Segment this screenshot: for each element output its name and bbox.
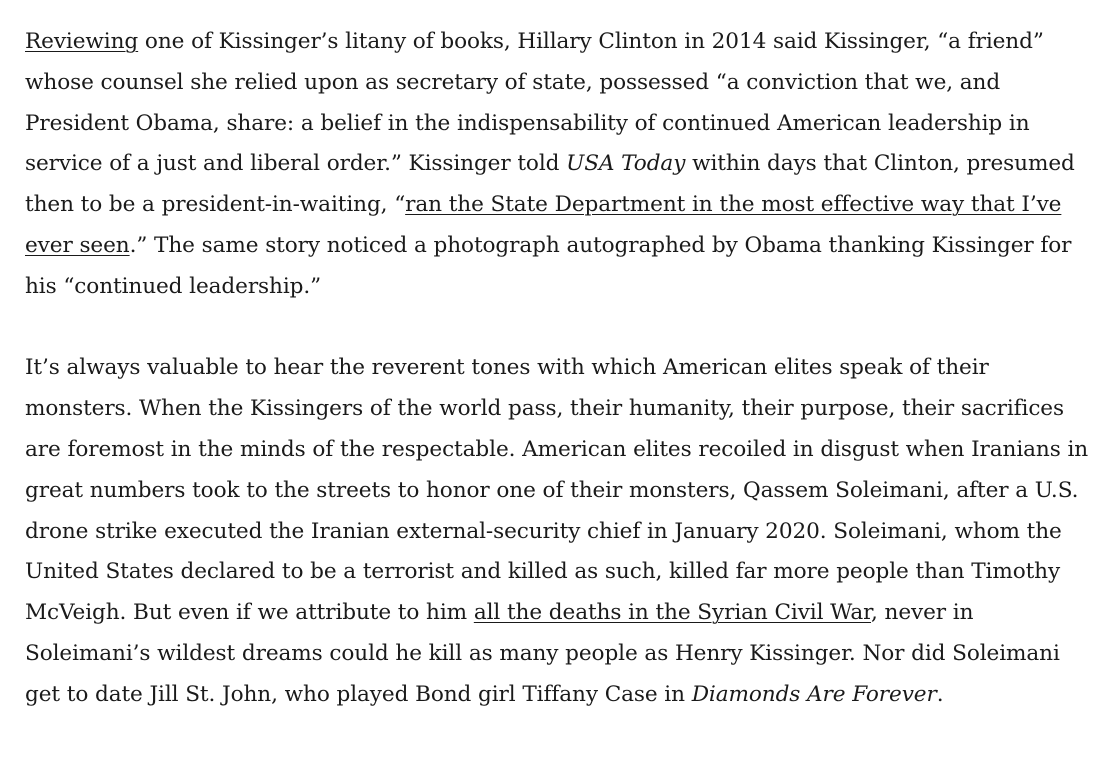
- paragraph-clinton-kissinger: [25, 22, 1100, 308]
- usa-today-title: USA Today: [566, 151, 686, 177]
- paragraph-text: , never in Soleimani’s wildest dreams could he kill as many people as Henry Kissinger. Nor did Soleimani get to date Jill St. John, who played Bond girl Tiffany Case in: [25, 600, 1060, 707]
- article-body: [25, 22, 1100, 716]
- state-department-quote-link[interactable]: ran the State Department in the most effective way that I’ve ever seen: [25, 192, 1062, 258]
- paragraph-text: .: [936, 681, 944, 707]
- paragraph-text: within days that Clinton, presumed then to be a president-in-waiting, “: [25, 151, 1075, 218]
- paragraph-soleimani: [25, 348, 1100, 715]
- paragraph-text: It’s always valuable to hear the reverent tones with which American elites speak of their monsters. When the Kissingers of the world pass, their humanity, their purpose, their sacrifices are foremost in the minds of the respectable. American elites recoiled in disgust when Iranians in great numbers took to the streets to honor one of their monsters, Qassem Soleimani, after a U.S. drone strike executed the Iranian external-security chief in January 2020. Soleimani, whom the United States declared to be a terrorist and killed as such, killed far more people than Timothy McVeigh. But even if we attribute to him: [25, 355, 1089, 626]
- paragraph-text: one of Kissinger’s litany of books, Hillary Clinton in 2014 said Kissinger, “a friend” whose counsel she relied upon as secretary of state, possessed “a conviction that we, and President Obama, share: a belief in the indispensability of continued American leadership in service of a just and liberal order.” Kissinger told: [25, 29, 1044, 177]
- paragraph-text: .” The same story noticed a photograph autographed by Obama thanking Kissinger for his “continued leadership.”: [25, 232, 1072, 299]
- reviewing-link[interactable]: Reviewing: [25, 29, 139, 54]
- diamonds-are-forever-title: Diamonds Are Forever: [691, 681, 937, 707]
- syrian-civil-war-link[interactable]: all the deaths in the Syrian Civil War: [473, 600, 872, 626]
